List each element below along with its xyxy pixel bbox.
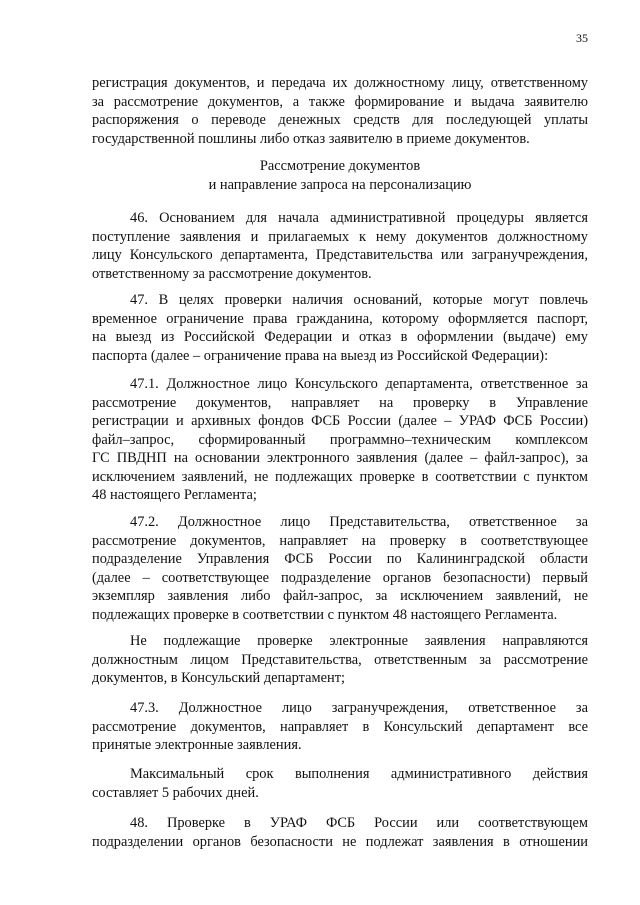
text-line: паспорта (далее – ограничение права на выезд из Российской Федерации):: [92, 347, 549, 364]
paragraph-max-term: [92, 765, 588, 802]
intro-paragraph: [92, 74, 588, 148]
text-line: государственной пошлины либо отказ заявителю в приеме документов.: [92, 130, 530, 147]
paragraph-47-1: [92, 375, 588, 505]
text-line: 47.3. Должностное лицо загранучреждения, ответственное за: [130, 700, 588, 716]
page-number: 35: [576, 31, 588, 45]
text-line: рассмотрение документов, направляет на проверку в соответствующее: [92, 532, 588, 549]
text-line: 46. Основанием для начала административной процедуры является: [130, 210, 588, 226]
paragraph-46: [92, 209, 588, 283]
text-line: исключением заявлений, не подлежащих проверке в соответствии с пунктом: [92, 468, 588, 485]
paragraph-47-2: [92, 513, 588, 624]
text-line: документов, в Консульский департамент;: [92, 670, 345, 686]
text-line: 48 настоящего Регламента;: [92, 487, 257, 503]
text-line: за рассмотрение документов, а также формирование и выдача заявителю: [92, 93, 588, 110]
heading-line: Рассмотрение документов: [259, 158, 421, 174]
text-line: регистрация документов, и передача их должностному лицу, ответственному: [92, 75, 588, 91]
text-line: принятые электронные заявления.: [92, 737, 302, 753]
text-line: Максимальный срок выполнения административного действия: [130, 766, 588, 782]
text-line: распоряжения о переводе денежных средств для последующей уплаты: [92, 112, 588, 128]
text-line: поступление заявления и прилагаемых к нему документов должностному: [92, 228, 588, 245]
heading-line: и направление запроса на персонализацию: [208, 176, 472, 193]
text-line: экземпляр заявления либо файл-запрос, за исключением заявлений, не: [92, 588, 588, 604]
text-line: 48. Проверке в УРАФ ФСБ России или соответствующем: [130, 815, 588, 831]
text-line: временное ограничение права гражданина, которому оформляется паспорт,: [92, 310, 588, 327]
text-line: рассмотрение документов, направляет на проверку в Управление: [92, 394, 588, 411]
text-line: 47.2. Должностное лицо Представительства, ответственное за: [130, 514, 588, 530]
text-line: подразделение Управления ФСБ России по Калининградской области: [92, 551, 588, 567]
text-line: ГС ПВДНП на основании электронного заявления (далее – файл-запрос), за: [92, 450, 588, 466]
paragraph-48: [92, 814, 588, 851]
text-line: 47.1. Должностное лицо Консульского департамента, ответственное за: [130, 376, 588, 392]
text-line: ответственному за рассмотрение документов.: [92, 265, 372, 282]
paragraph-47-3: [92, 699, 588, 755]
text-line: лицу Консульского департамента, Представительства или загранучреждения,: [92, 247, 588, 263]
text-line: файл–запрос, сформированный программно–техническим комплексом: [92, 431, 588, 448]
text-line: на выезд из Российской Федерации и отказ в оформлении (выдаче) ему: [92, 329, 588, 345]
section-heading: [92, 157, 588, 194]
text-line: 47. В целях проверки наличия оснований, которые могут повлечь: [130, 292, 588, 308]
text-line: рассмотрение документов, направляет в Консульский департамент все: [92, 718, 588, 735]
text-line: (далее – соответствующее подразделение органов безопасности) первый: [92, 569, 588, 586]
text-line: составляет 5 рабочих дней.: [92, 784, 259, 801]
text-line: регистрации и архивных фондов ФСБ России (далее – УРАФ ФСБ России): [92, 413, 588, 429]
text-line: Не подлежащие проверке электронные заявления направляются: [130, 633, 588, 649]
text-line: подлежащих проверке в соответствии с пунктом 48 настоящего Регламента.: [92, 606, 558, 623]
paragraph-not-checked: [92, 632, 588, 688]
text-line: должностным лицом Представительства, ответственным за рассмотрение: [92, 651, 588, 668]
text-line: подразделении органов безопасности не подлежат заявления в отношении: [92, 833, 588, 850]
paragraph-47: [92, 291, 588, 365]
